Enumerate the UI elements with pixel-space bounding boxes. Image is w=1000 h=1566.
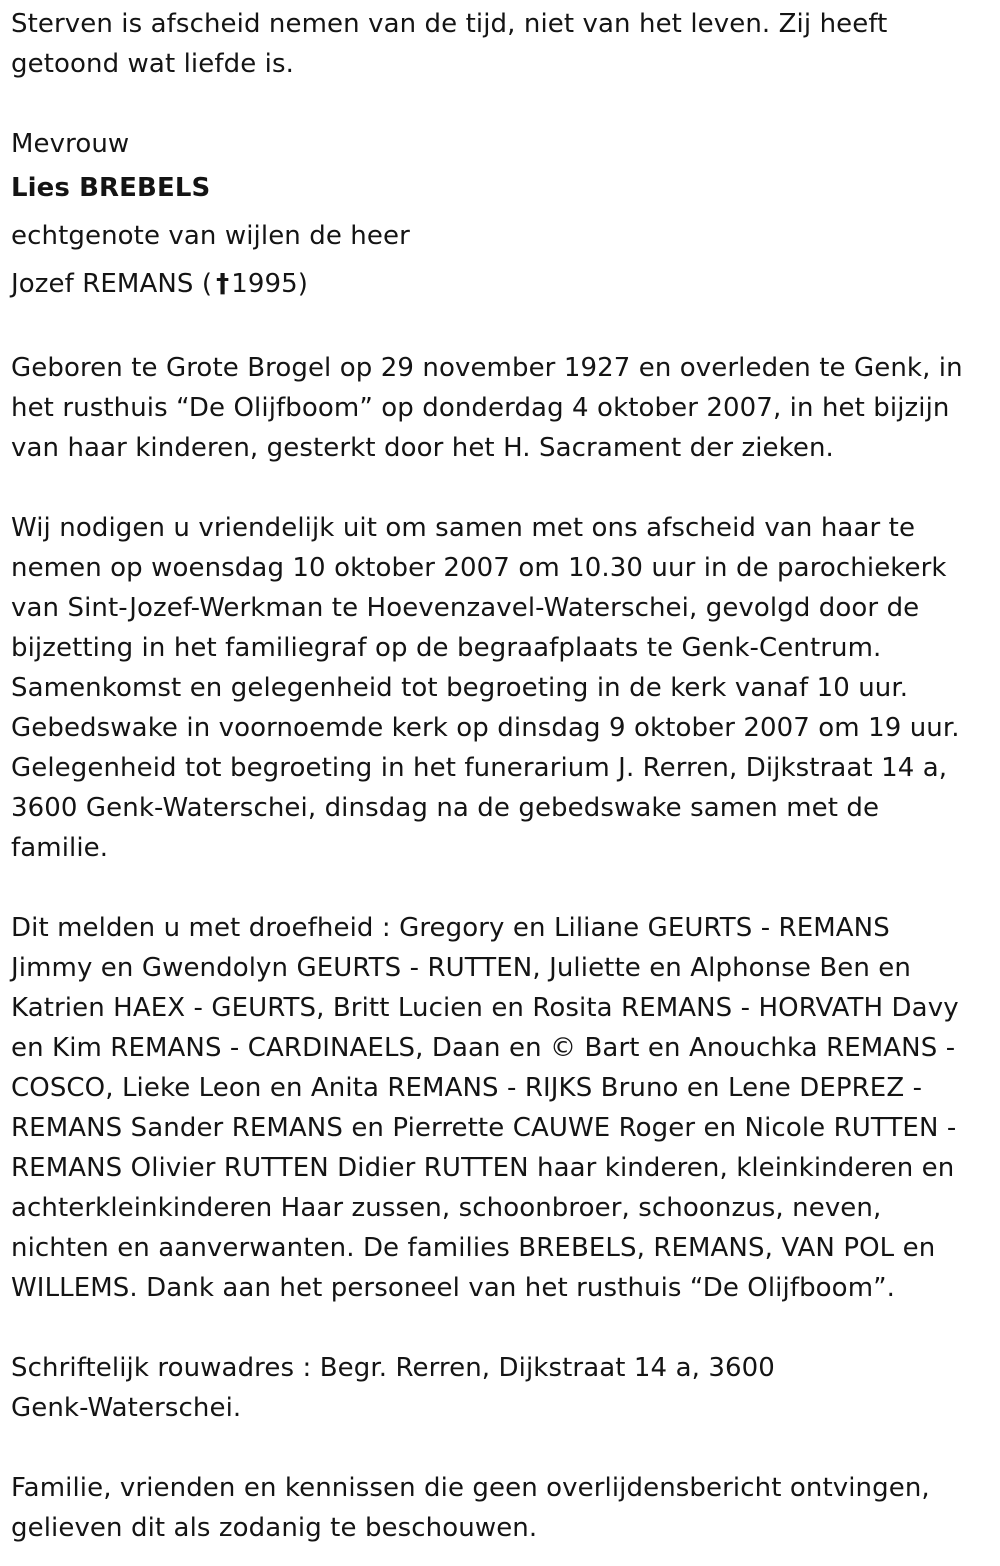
deceased-block <box>11 124 988 308</box>
cross-icon: † <box>216 269 230 299</box>
spouse-name: Jozef REMANS ( <box>11 269 213 299</box>
funeral-line: van Sint-Jozef-Werkman te Hoevenzavel-Waterschei, gevolgd door de <box>11 593 920 623</box>
family-line: REMANS Olivier RUTTEN Didier RUTTEN haar kinderen, kleinkinderen en <box>11 1153 955 1183</box>
funeral-line: Wij nodigen u vriendelijk uit om samen met ons afscheid van haar te <box>11 513 916 543</box>
birth-death-line: van haar kinderen, gesterkt door het H. Sacrament der zieken. <box>11 433 834 463</box>
family-line: en Kim REMANS - CARDINAELS, Daan en © Bart en Anouchka REMANS - <box>11 1033 956 1063</box>
birth-death-line: Geboren te Grote Brogel op 29 november 1927 en overleden te Genk, in <box>11 353 963 383</box>
funeral-line: nemen op woensdag 10 oktober 2007 om 10.30 uur in de parochiekerk <box>11 553 947 583</box>
funeral-line: Gelegenheid tot begroeting in het funerarium J. Rerren, Dijkstraat 14 a, <box>11 753 948 783</box>
funeral-line: Gebedswake in voornoemde kerk op dinsdag 9 oktober 2007 om 19 uur. <box>11 713 960 743</box>
address-line: Schriftelijk rouwadres : Begr. Rerren, Dijkstraat 14 a, 3600 <box>11 1353 775 1383</box>
deceased-name: Lies BREBELS <box>11 173 211 203</box>
opening-line: getoond wat liefde is. <box>11 49 295 79</box>
spouse-line <box>11 260 988 308</box>
paragraph-gap <box>11 84 988 124</box>
birth-death-line: het rusthuis “De Olijfboom” op donderdag 4 oktober 2007, in het bijzijn <box>11 393 950 423</box>
opening-line: Sterven is afscheid nemen van de tijd, niet van het leven. Zij heeft <box>11 9 888 39</box>
family-line: Jimmy en Gwendolyn GEURTS - RUTTEN, Juliette en Alphonse Ben en <box>11 953 911 983</box>
closing-line: gelieven dit als zodanig te beschouwen. <box>11 1513 538 1543</box>
family-line: COSCO, Lieke Leon en Anita REMANS - RIJKS Bruno en Lene DEPREZ - <box>11 1073 923 1103</box>
deceased-relation: echtgenote van wijlen de heer <box>11 221 410 251</box>
family-line: Dit melden u met droefheid : Gregory en Liliane GEURTS - REMANS <box>11 913 890 943</box>
paragraph-gap <box>11 468 988 508</box>
family-line: WILLEMS. Dank aan het personeel van het rusthuis “De Olijfboom”. <box>11 1273 896 1303</box>
family-line: achterkleinkinderen Haar zussen, schoonbroer, schoonzus, neven, <box>11 1193 882 1223</box>
funeral-line: Samenkomst en gelegenheid tot begroeting in de kerk vanaf 10 uur. <box>11 673 909 703</box>
address-paragraph <box>11 1348 988 1428</box>
spouse-death-year: 1995) <box>231 269 309 299</box>
birth-death-paragraph <box>11 348 988 468</box>
family-line: REMANS Sander REMANS en Pierrette CAUWE Roger en Nicole RUTTEN - <box>11 1113 957 1143</box>
deceased-title: Mevrouw <box>11 129 130 159</box>
opening-quote <box>11 4 988 84</box>
closing-paragraph <box>11 1468 988 1548</box>
closing-line: Familie, vrienden en kennissen die geen overlijdensbericht ontvingen, <box>11 1473 930 1503</box>
family-line: nichten en aanverwanten. De families BREBELS, REMANS, VAN POL en <box>11 1233 936 1263</box>
paragraph-gap <box>11 1308 988 1348</box>
paragraph-gap <box>11 868 988 908</box>
paragraph-gap <box>11 1428 988 1468</box>
address-line: Genk-Waterschei. <box>11 1393 242 1423</box>
paragraph-gap <box>11 308 988 348</box>
funeral-line: bijzetting in het familiegraf op de begraafplaats te Genk-Centrum. <box>11 633 882 663</box>
funeral-line: familie. <box>11 833 109 863</box>
funeral-line: 3600 Genk-Waterschei, dinsdag na de gebedswake samen met de <box>11 793 880 823</box>
family-paragraph <box>11 908 988 1308</box>
funeral-paragraph <box>11 508 988 868</box>
family-line: Katrien HAEX - GEURTS, Britt Lucien en Rosita REMANS - HORVATH Davy <box>11 993 959 1023</box>
